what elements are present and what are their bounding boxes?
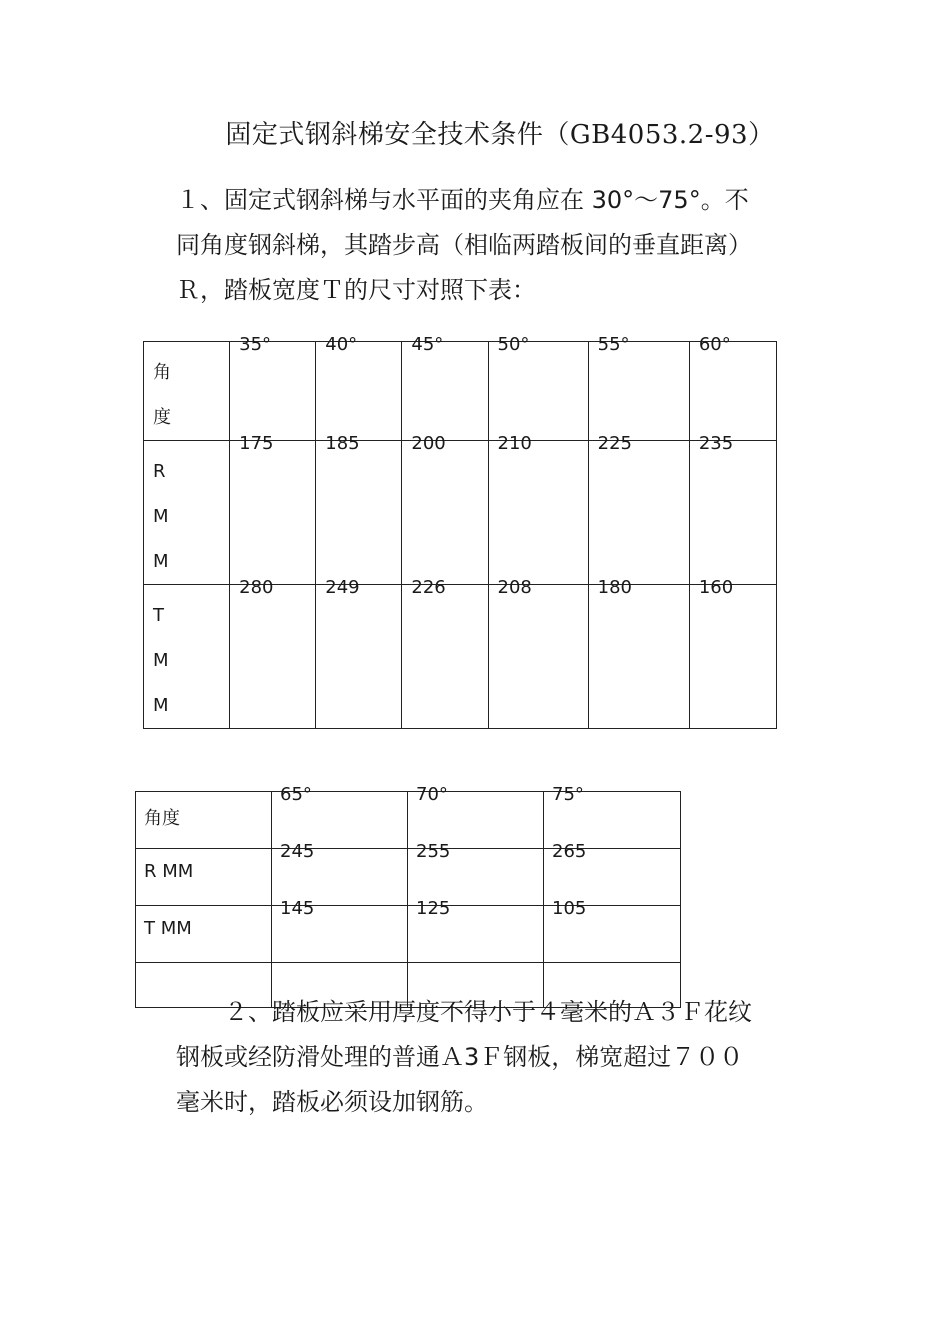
t-cell: 160	[689, 585, 776, 729]
paragraph-line: Ｒ，踏板宽度Ｔ的尺寸对照下表：	[176, 276, 536, 304]
paragraph-line: 钢板或经防滑处理的普通Ａ3Ｆ钢板，梯宽超过７００	[176, 1043, 744, 1071]
paragraph-2	[176, 990, 786, 1125]
r-cell: 200	[402, 441, 488, 585]
r-cell: 245	[272, 849, 408, 906]
row-header-r: R M M	[144, 441, 230, 585]
table-row-t	[136, 906, 681, 963]
paragraph-line: １、固定式钢斜梯与水平面的夹角应在 30°～75°。不	[176, 186, 749, 214]
ladder-dimension-table-1	[143, 334, 777, 729]
t-cell: 145	[272, 906, 408, 963]
document-title: 固定式钢斜梯安全技术条件（GB4053.2-93）	[225, 120, 775, 150]
t-cell: 280	[230, 585, 316, 729]
angle-cell: 50°	[488, 342, 588, 441]
row-header-t: T M M	[144, 585, 230, 729]
table-row-angle	[144, 342, 777, 441]
angle-cell: 35°	[230, 342, 316, 441]
t-cell: 208	[488, 585, 588, 729]
row-header-angle: 角度	[136, 792, 272, 849]
t-cell: 105	[544, 906, 681, 963]
r-cell: 185	[316, 441, 402, 585]
r-cell: 265	[544, 849, 681, 906]
r-cell: 255	[408, 849, 544, 906]
table-row-r	[136, 849, 681, 906]
paragraph-line: 同角度钢斜梯，其踏步高（相临两踏板间的垂直距离）	[176, 231, 752, 259]
angle-cell: 65°	[272, 792, 408, 849]
angle-cell: 60°	[689, 342, 776, 441]
t-cell: 226	[402, 585, 488, 729]
angle-cell: 55°	[588, 342, 689, 441]
r-cell: 210	[488, 441, 588, 585]
angle-cell: 75°	[544, 792, 681, 849]
r-cell: 175	[230, 441, 316, 585]
angle-cell: 45°	[402, 342, 488, 441]
table-row-t	[144, 585, 777, 729]
t-cell: 180	[588, 585, 689, 729]
table-row-angle	[136, 792, 681, 849]
row-header-angle: 角 度	[144, 342, 230, 441]
ladder-dimension-table-2	[135, 784, 681, 1008]
r-cell: 225	[588, 441, 689, 585]
row-header-r: R MM	[136, 849, 272, 906]
r-cell: 235	[689, 441, 776, 585]
t-cell: 249	[316, 585, 402, 729]
t-cell: 125	[408, 906, 544, 963]
row-header-t: T MM	[136, 906, 272, 963]
table-row-r	[144, 441, 777, 585]
angle-cell: 70°	[408, 792, 544, 849]
paragraph-1	[176, 178, 786, 313]
paragraph-line: ２、踏板应采用厚度不得小于４毫米的Ａ３Ｆ花纹	[176, 998, 752, 1026]
paragraph-line: 毫米时，踏板必须设加钢筋。	[176, 1088, 488, 1116]
angle-cell: 40°	[316, 342, 402, 441]
